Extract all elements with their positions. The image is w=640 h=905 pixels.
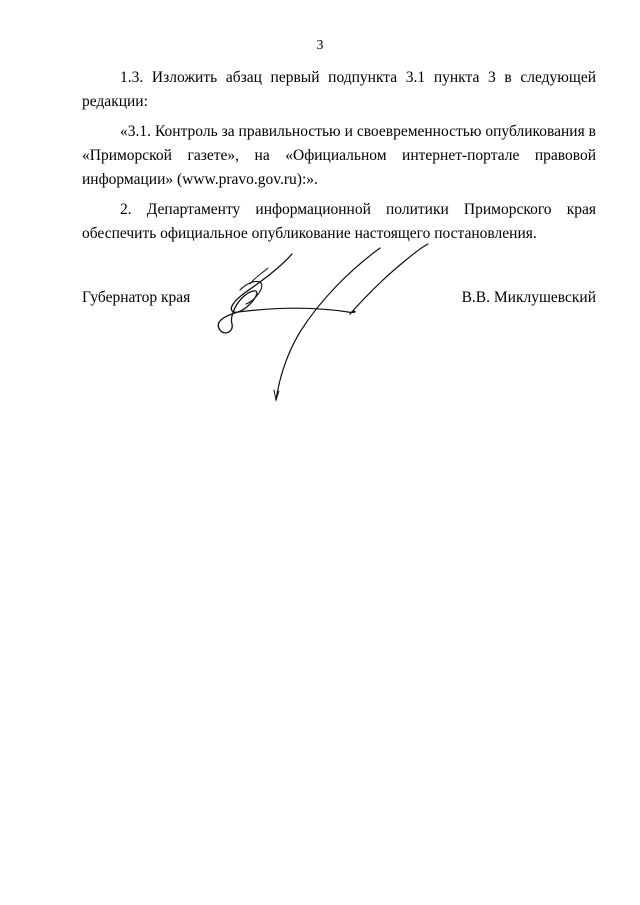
paragraph-publication-order: 2. Департаменту информационной политики Приморского края обеспечить официальное опубликование настоящего постановления. bbox=[82, 201, 596, 242]
handwritten-signature bbox=[210, 240, 450, 405]
document-body bbox=[82, 66, 596, 252]
signer-title: Губернатор края bbox=[82, 289, 191, 306]
paragraph-amendment-1-3: 1.3. Изложить абзац первый подпункта 3.1 пункта 3 в следующей редакции: bbox=[82, 69, 596, 110]
signer-name: В.В. Миклушевский bbox=[461, 289, 596, 306]
paragraph-quoted-text: «3.1. Контроль за правильностью и своевременностью опубликования в «Приморской газете», на «Официальном интернет-портале правовой информации» (www.pravo.gov.ru):». bbox=[82, 123, 596, 188]
page-number: 3 bbox=[316, 38, 324, 53]
